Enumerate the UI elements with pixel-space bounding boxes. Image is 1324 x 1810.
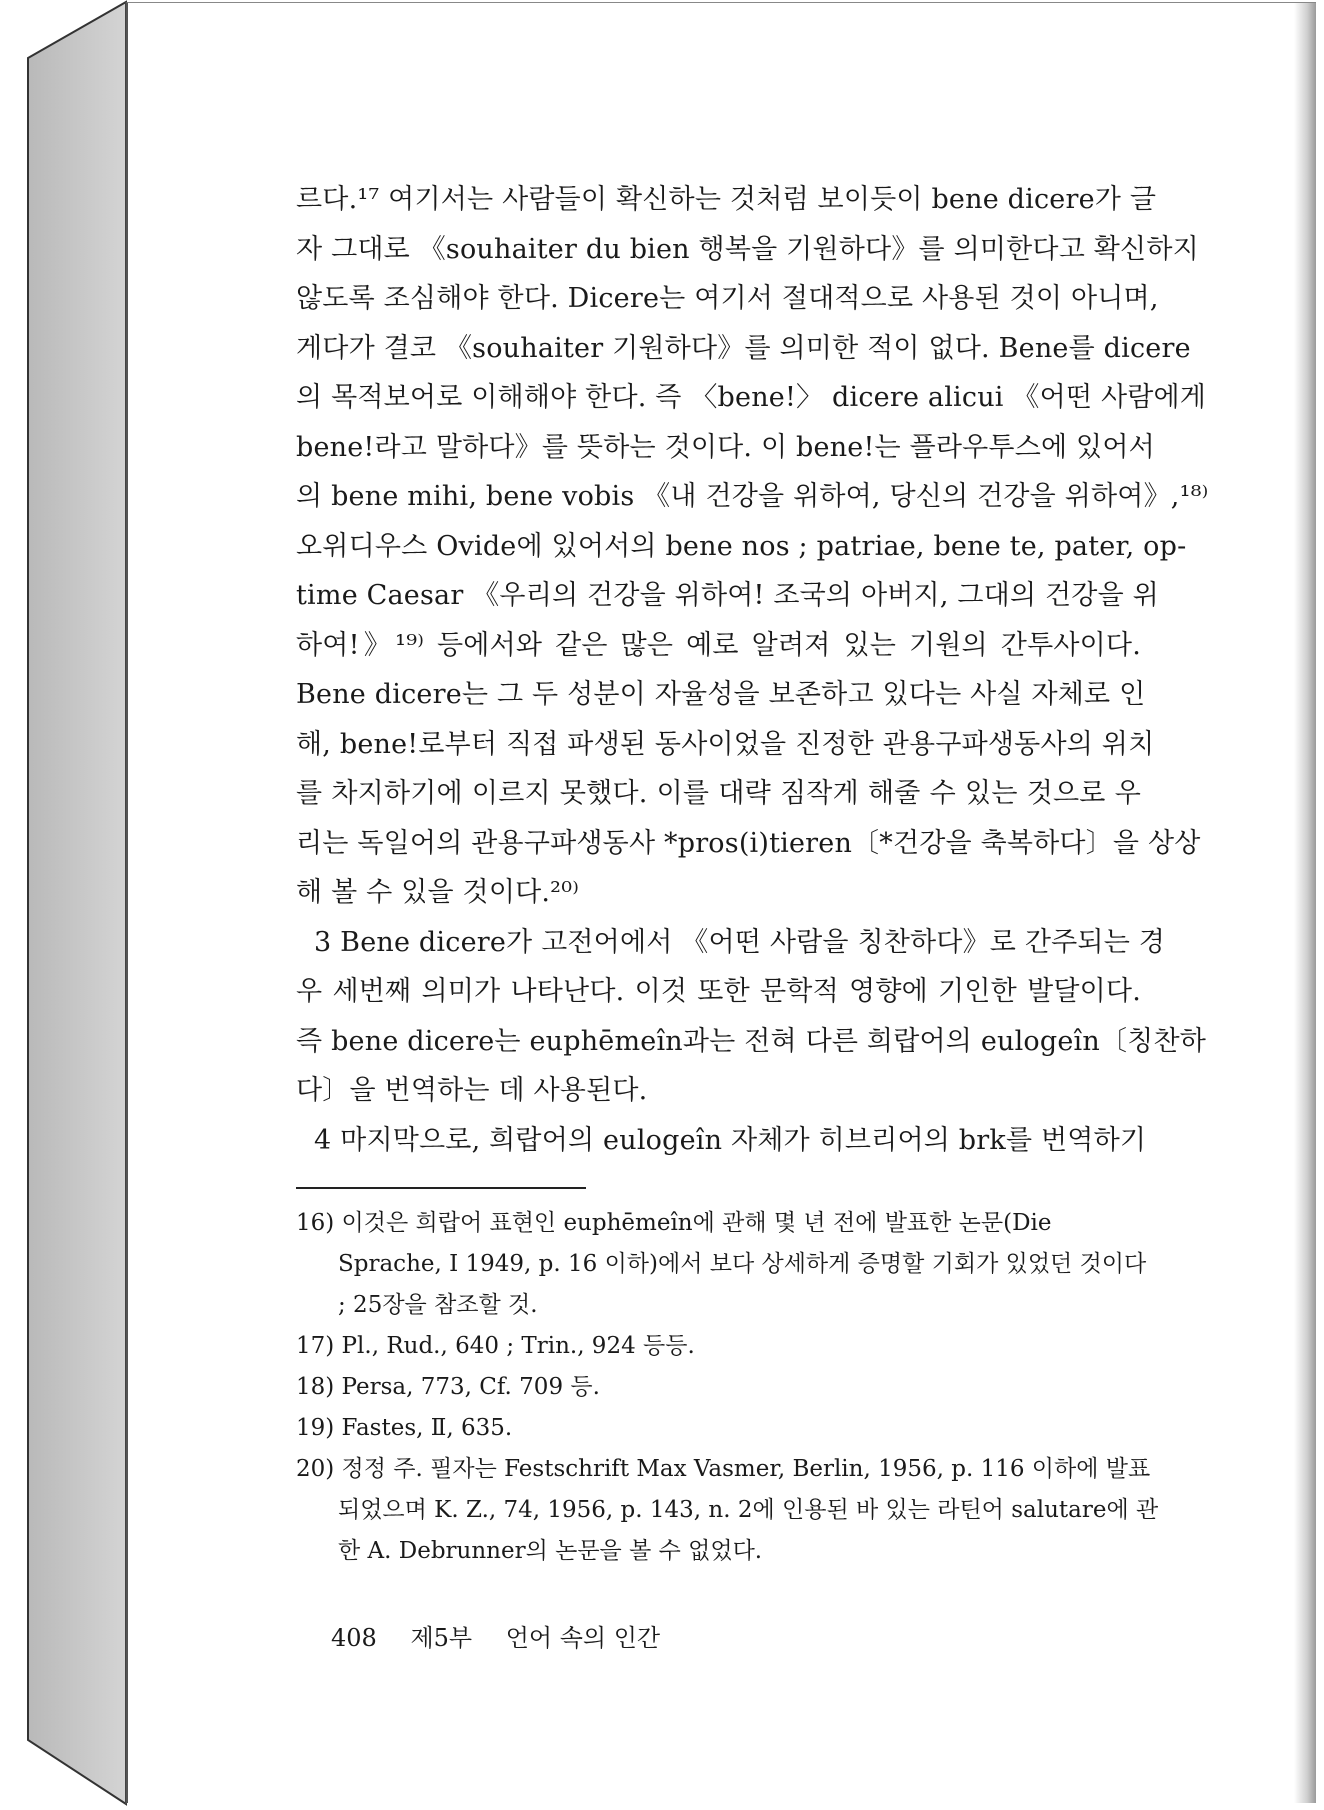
text-line: 의 목적보어로 이해해야 한다. 즉 〈bene!〉 dicere alicui 《어떤 사람에게 [296, 382, 1207, 413]
text-line: 르다.¹⁷ 여기서는 사람들이 확신하는 것처럼 보이듯이 bene dicere가 글 [296, 184, 1157, 215]
footnote-line: 17) Pl., Rud., 640 ; Trin., 924 등등. [296, 1333, 695, 1359]
text-line: Bene dicere는 그 두 성분이 자율성을 보존하고 있다는 사실 자체로 인 [296, 679, 1146, 710]
footnote-19 [296, 1408, 1141, 1449]
text-line: 않도록 조심해야 한다. Dicere는 여기서 절대적으로 사용된 것이 아니며, [296, 283, 1159, 314]
footnote-line: 18) Persa, 773, Cf. 709 등. [296, 1374, 600, 1400]
footnote-17 [296, 1326, 1141, 1367]
text-line: 의 bene mihi, bene vobis 《내 건강을 위하여, 당신의 건강을 위하여》,¹⁸⁾ [296, 481, 1209, 512]
footnote-20 [296, 1449, 1159, 1572]
footnote-18 [296, 1367, 1141, 1408]
footnote-line: 되었으며 K. Z., 74, 1956, p. 143, n. 2에 인용된 바 있는 라틴어 salutare에 관 [338, 1497, 1159, 1523]
text-line: 리는 독일어의 관용구파생동사 *pros(i)tieren〔*건강을 축복하다〕을 상상 [296, 827, 1201, 859]
footnote-line: 19) Fastes, Ⅱ, 635. [296, 1415, 513, 1441]
footnote-line: 16) 이것은 희랍어 표현인 euphēmeîn에 관해 몇 년 전에 발표한 논문(Die [296, 1210, 1052, 1236]
page-content [296, 175, 1209, 1572]
running-footer [331, 1618, 686, 1653]
text-line: 를 차지하기에 이르지 못했다. 이를 대략 짐작게 해줄 수 있는 것으로 우 [296, 778, 1141, 809]
text-line: 해, bene!로부터 직접 파생된 동사이었을 진정한 관용구파생동사의 위치 [296, 728, 1155, 760]
page-edge-shadow [1294, 3, 1316, 1803]
footnote-line: ; 25장을 참조할 것. [338, 1292, 538, 1318]
footnote-divider [296, 1187, 586, 1189]
text-line: 해 볼 수 있을 것이다.²⁰⁾ [296, 877, 580, 908]
text-line: 다〕을 번역하는 데 사용된다. [296, 1075, 648, 1106]
text-line: 게다가 결코 《souhaiter 기원하다》를 의미한 적이 없다. Bene를 dicere [296, 332, 1191, 364]
text-line: 즉 bene dicere는 euphēmeîn과는 전혀 다른 희랍어의 eulogeîn〔칭찬하 [296, 1025, 1207, 1057]
body-paragraph-1 [296, 175, 1209, 918]
part-title: 언어 속의 인간 [505, 1624, 661, 1652]
text-line: bene!라고 말하다》를 뜻하는 것이다. 이 bene!는 플라우투스에 있어서 [296, 431, 1155, 463]
body-paragraph-2 [296, 918, 1207, 1116]
body-paragraph-3 [296, 1116, 1147, 1166]
text-line: 우 세번째 의미가 나타난다. 이것 또한 문학적 영향에 기인한 발달이다. [296, 976, 1141, 1007]
footnote-line: 20) 정정 주. 필자는 Festschrift Max Vasmer, Berlin, 1956, p. 116 이하에 발표 [296, 1456, 1151, 1482]
footnote-16 [296, 1203, 1147, 1326]
text-line: 3 Bene dicere가 고전어에서 《어떤 사람을 칭찬하다》로 간주되는 경 [314, 926, 1166, 958]
page-number: 408 [331, 1624, 377, 1652]
footnote-line: Sprache, I 1949, p. 16 이하)에서 보다 상세하게 증명할 기회가 있었던 것이다 [338, 1251, 1147, 1277]
footnote-line: 한 A. Debrunner의 논문을 볼 수 없었다. [338, 1538, 763, 1564]
text-line: 4 마지막으로, 희랍어의 eulogeîn 자체가 히브리어의 brk를 번역하기 [314, 1124, 1147, 1156]
text-line: 하여!》¹⁹⁾ 등에서와 같은 많은 예로 알려져 있는 기원의 간투사이다. [296, 629, 1141, 661]
text-line: time Caesar 《우리의 건강을 위하여! 조국의 아버지, 그대의 건강을 위 [296, 580, 1159, 611]
text-line: 자 그대로 《souhaiter du bien 행복을 기원하다》를 의미한다고 확신하지 [296, 233, 1199, 265]
text-line: 오위디우스 Ovide에 있어서의 bene nos ; patriae, bene te, pater, op- [296, 530, 1187, 562]
part-label: 제5부 [410, 1624, 473, 1652]
